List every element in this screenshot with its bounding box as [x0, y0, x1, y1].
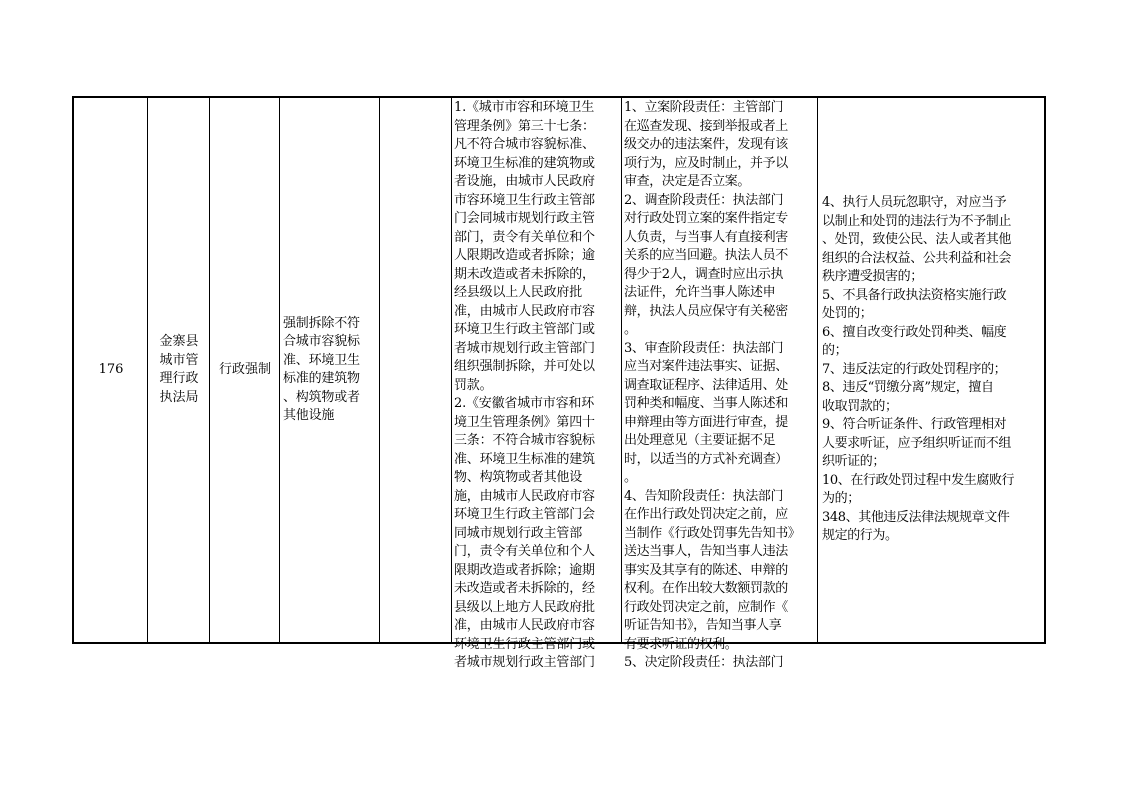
sub-item-cell	[380, 98, 452, 642]
basis-text: 1.《城市市容和环境卫生 管理条例》第三十七条： 凡不符合城市容貌标准、 环境卫生标准的建筑物或 者设施，由城市人民政府 市容环境卫生行政主管部 门会同城市规划行政主管 部门，责令有关单位和个 人限期改造或者拆除；逾 期未改造或者未拆除的， 经县级以上人民政府批 准，由城市人民政府市容 环境卫生行政主管部门或 者城市规划行政主管部门 组织强制拆除，并可处以 罚款。 2.《安徽省城市市容和环 境卫生管理条例》第四十 三条：不符合城市容貌标 准、环境卫生标准的建筑 物、构筑物或者其他设 施，由城市人民政府市容 环境卫生行政主管部门会 同城市规划行政主管部 门，责令有关单位和个人 限期改造或者拆除；逾期 未改造或者未拆除的，经 县级以上地方人民政府批 准，由城市人民政府市容 环境卫生行政主管部门或 者城市规划行政主管部门	[454, 100, 595, 670]
item-name: 强制拆除不符 合城市容貌标 准、环境卫生 标准的建筑物 、构筑物或者 其他设施	[283, 315, 360, 423]
category-cell	[210, 98, 280, 642]
basis-cell	[454, 98, 621, 670]
responsibility-cell	[624, 98, 820, 670]
accountability-text: 4、执行人员玩忽职守，对应当予 以制止和处罚的违法行为不予制止 、处罚，致使公民、法人或者其他 组织的合法权益、公共利益和社会 秩序遭受损害的； 5、不具备行政执法资格实施行政 处罚的； 6、擅自改变行政处罚种类、幅度 的； 7、违反法定的行政处罚程序的； 8、违反“罚缴分离”规定，擅自 收取罚款的； 9、符合听证条件、行政管理相对 人要求听证，应予组织听证而不组 织听证的； 10、在行政处罚过程中发生腐败行 为的； 348、其他违反法律法规规章文件 规定的行为。	[822, 195, 1015, 544]
row-number-cell	[74, 98, 148, 642]
department-cell	[148, 98, 210, 642]
item-cell	[283, 98, 378, 642]
accountability-cell	[822, 98, 1046, 642]
responsibility-text: 1、立案阶段责任：主管部门 在巡查发现、接到举报或者上 级交办的违法案件，发现有该 项行为，应及时制止，并予以 审查，决定是否立案。 2、调查阶段责任：执法部门 对行政处罚立案的案件指定专 人负责，与当事人有直接利害 关系的应当回避。执法人员不 得少于2人，调查时应出示执 法证件，允许当事人陈述申 辩，执法人员应保守有关秘密 。 3、审查阶段责任：执法部门 应当对案件违法事实、证据、 调查取证程序、法律适用、处 罚种类和幅度、当事人陈述和 申辩理由等方面进行审查，提 出处理意见（主要证据不足 时，以适当的方式补充调查） 。 4、告知阶段责任：执法部门 在作出行政处罚决定之前，应 当制作《行政处罚事先告知书》 送达当事人，告知当事人违法 事实及其享有的陈述、申辩的 权利。在作出较大数额罚款的 行政处罚决定之前，应制作《 听证告知书》，告知当事人享 有要求听证的权利。 5、决定阶段责任：执法部门	[624, 100, 801, 670]
category-label: 行政强制	[218, 361, 271, 377]
row-number: 176	[98, 361, 124, 377]
enforcement-table	[72, 96, 1046, 670]
department-name: 金寨县 城市管 理行政 执法局	[159, 334, 199, 405]
